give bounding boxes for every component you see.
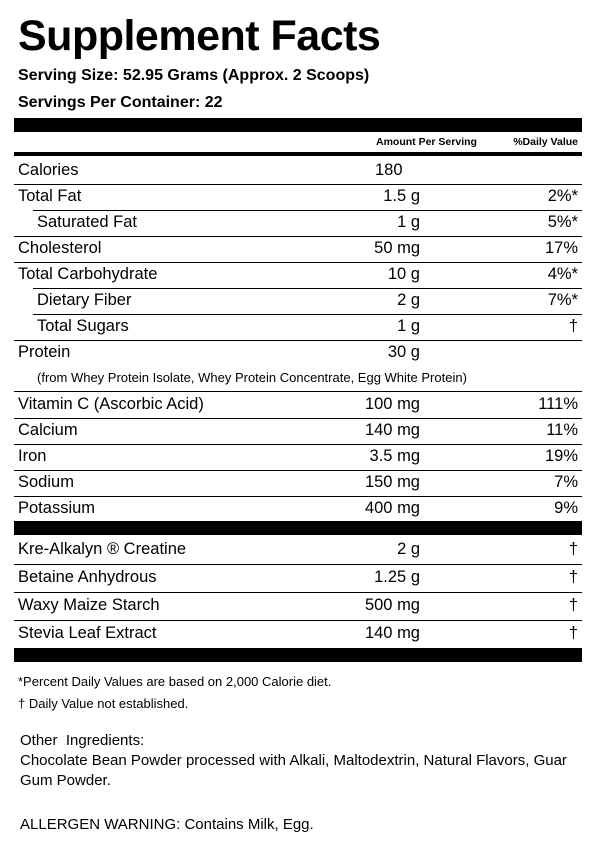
blend-daily-value: † [568,540,578,558]
nutrient-label: Cholesterol [18,239,102,257]
blend-label: Stevia Leaf Extract [18,624,157,642]
mineral-label: Iron [18,447,47,465]
mineral-amount: 3.5 mg [369,447,420,465]
blend-amount: 140 mg [364,624,420,642]
calories-row [0,158,600,183]
mineral-row-calcium [0,418,600,443]
nutrient-amount: 1.5 g [383,187,420,205]
nutrient-daily-value: † [568,317,578,335]
nutrient-amount: 1 g [397,213,420,231]
mineral-daily-value: 7% [554,473,578,491]
other-ingredients-text: Chocolate Bean Powder processed with Alkali, Maltodextrin, Natural Flavors, Guar Gum Powder. [20,752,567,789]
mineral-daily-value: 9% [554,499,578,517]
mineral-label: Potassium [18,499,96,517]
medium-divider [14,152,582,156]
mineral-daily-value: 11% [546,421,578,439]
nutrient-label: Total Carbohydrate [18,265,158,283]
servings-per-container: Servings Per Container: 22 [18,94,223,111]
mineral-daily-value: 111% [538,395,578,413]
nutrient-amount: 30 g [387,343,420,361]
mineral-row-iron [0,444,600,469]
thick-divider-bottom [14,648,582,662]
blend-daily-value: † [568,596,578,614]
blend-row-betaine [0,565,600,590]
thick-divider-top [14,118,582,132]
blend-label: Waxy Maize Starch [18,596,160,614]
mineral-row-sodium [0,470,600,495]
other-ingredients-heading: Other Ingredients: [20,732,145,749]
blend-daily-value: † [568,624,578,642]
column-header-daily-value: %Daily Value [513,136,578,148]
blend-row-stevia [0,621,600,646]
footnote-daily-value-basis: *Percent Daily Values are based on 2,000 Calorie diet. [18,674,332,689]
nutrient-amount: 10 g [387,265,420,283]
nutrient-row-total-fat [0,184,600,209]
blend-label: Betaine Anhydrous [18,568,157,586]
nutrient-amount: 2 g [397,291,420,309]
nutrient-row-total-carbohydrate [0,262,600,287]
nutrient-amount: 50 mg [374,239,420,257]
mineral-amount: 150 mg [364,473,420,491]
column-header-amount: Amount Per Serving [376,136,477,148]
serving-size: Serving Size: 52.95 Grams (Approx. 2 Scoops) [18,67,370,84]
blend-amount: 1.25 g [374,568,420,586]
mineral-label: Vitamin C (Ascorbic Acid) [18,395,204,413]
mineral-label: Calcium [18,421,78,439]
blend-row-waxy-maize [0,593,600,618]
nutrient-label: Saturated Fat [37,213,137,231]
nutrient-label: Total Fat [18,187,82,205]
nutrient-label: Total Sugars [37,317,129,335]
mineral-row-vitamin-c [0,392,600,417]
blend-daily-value: † [568,568,578,586]
mineral-row-potassium [0,496,600,521]
nutrient-label: Dietary Fiber [37,291,132,309]
thick-divider-middle [14,521,582,535]
nutrient-row-total-sugars [0,314,600,339]
blend-amount: 2 g [397,540,420,558]
allergen-warning: ALLERGEN WARNING: Contains Milk, Egg. [20,816,314,833]
page-title: Supplement Facts [18,12,381,60]
nutrient-row-dietary-fiber [0,288,600,313]
nutrient-row-protein [0,340,600,365]
nutrient-daily-value: 7%* [547,291,578,309]
mineral-amount: 140 mg [364,421,420,439]
blend-amount: 500 mg [364,596,420,614]
nutrient-daily-value: 2%* [547,187,578,205]
blend-label: Kre-Alkalyn ® Creatine [18,540,187,558]
nutrient-row-cholesterol [0,236,600,261]
nutrient-amount: 1 g [397,317,420,335]
calories-label: Calories [18,161,79,179]
mineral-label: Sodium [18,473,74,491]
nutrient-row-saturated-fat [0,210,600,235]
nutrient-daily-value: 17% [544,239,578,257]
nutrient-daily-value: 5%* [547,213,578,231]
nutrient-label: Protein [18,343,71,361]
blend-row-creatine [0,537,600,562]
protein-source-note: (from Whey Protein Isolate, Whey Protein Concentrate, Egg White Protein) [37,370,467,385]
calories-amount: 180 [375,161,403,179]
mineral-daily-value: 19% [544,447,578,465]
mineral-amount: 400 mg [364,499,420,517]
mineral-amount: 100 mg [364,395,420,413]
footnote-not-established: † Daily Value not established. [18,696,189,711]
nutrient-daily-value: 4%* [547,265,578,283]
